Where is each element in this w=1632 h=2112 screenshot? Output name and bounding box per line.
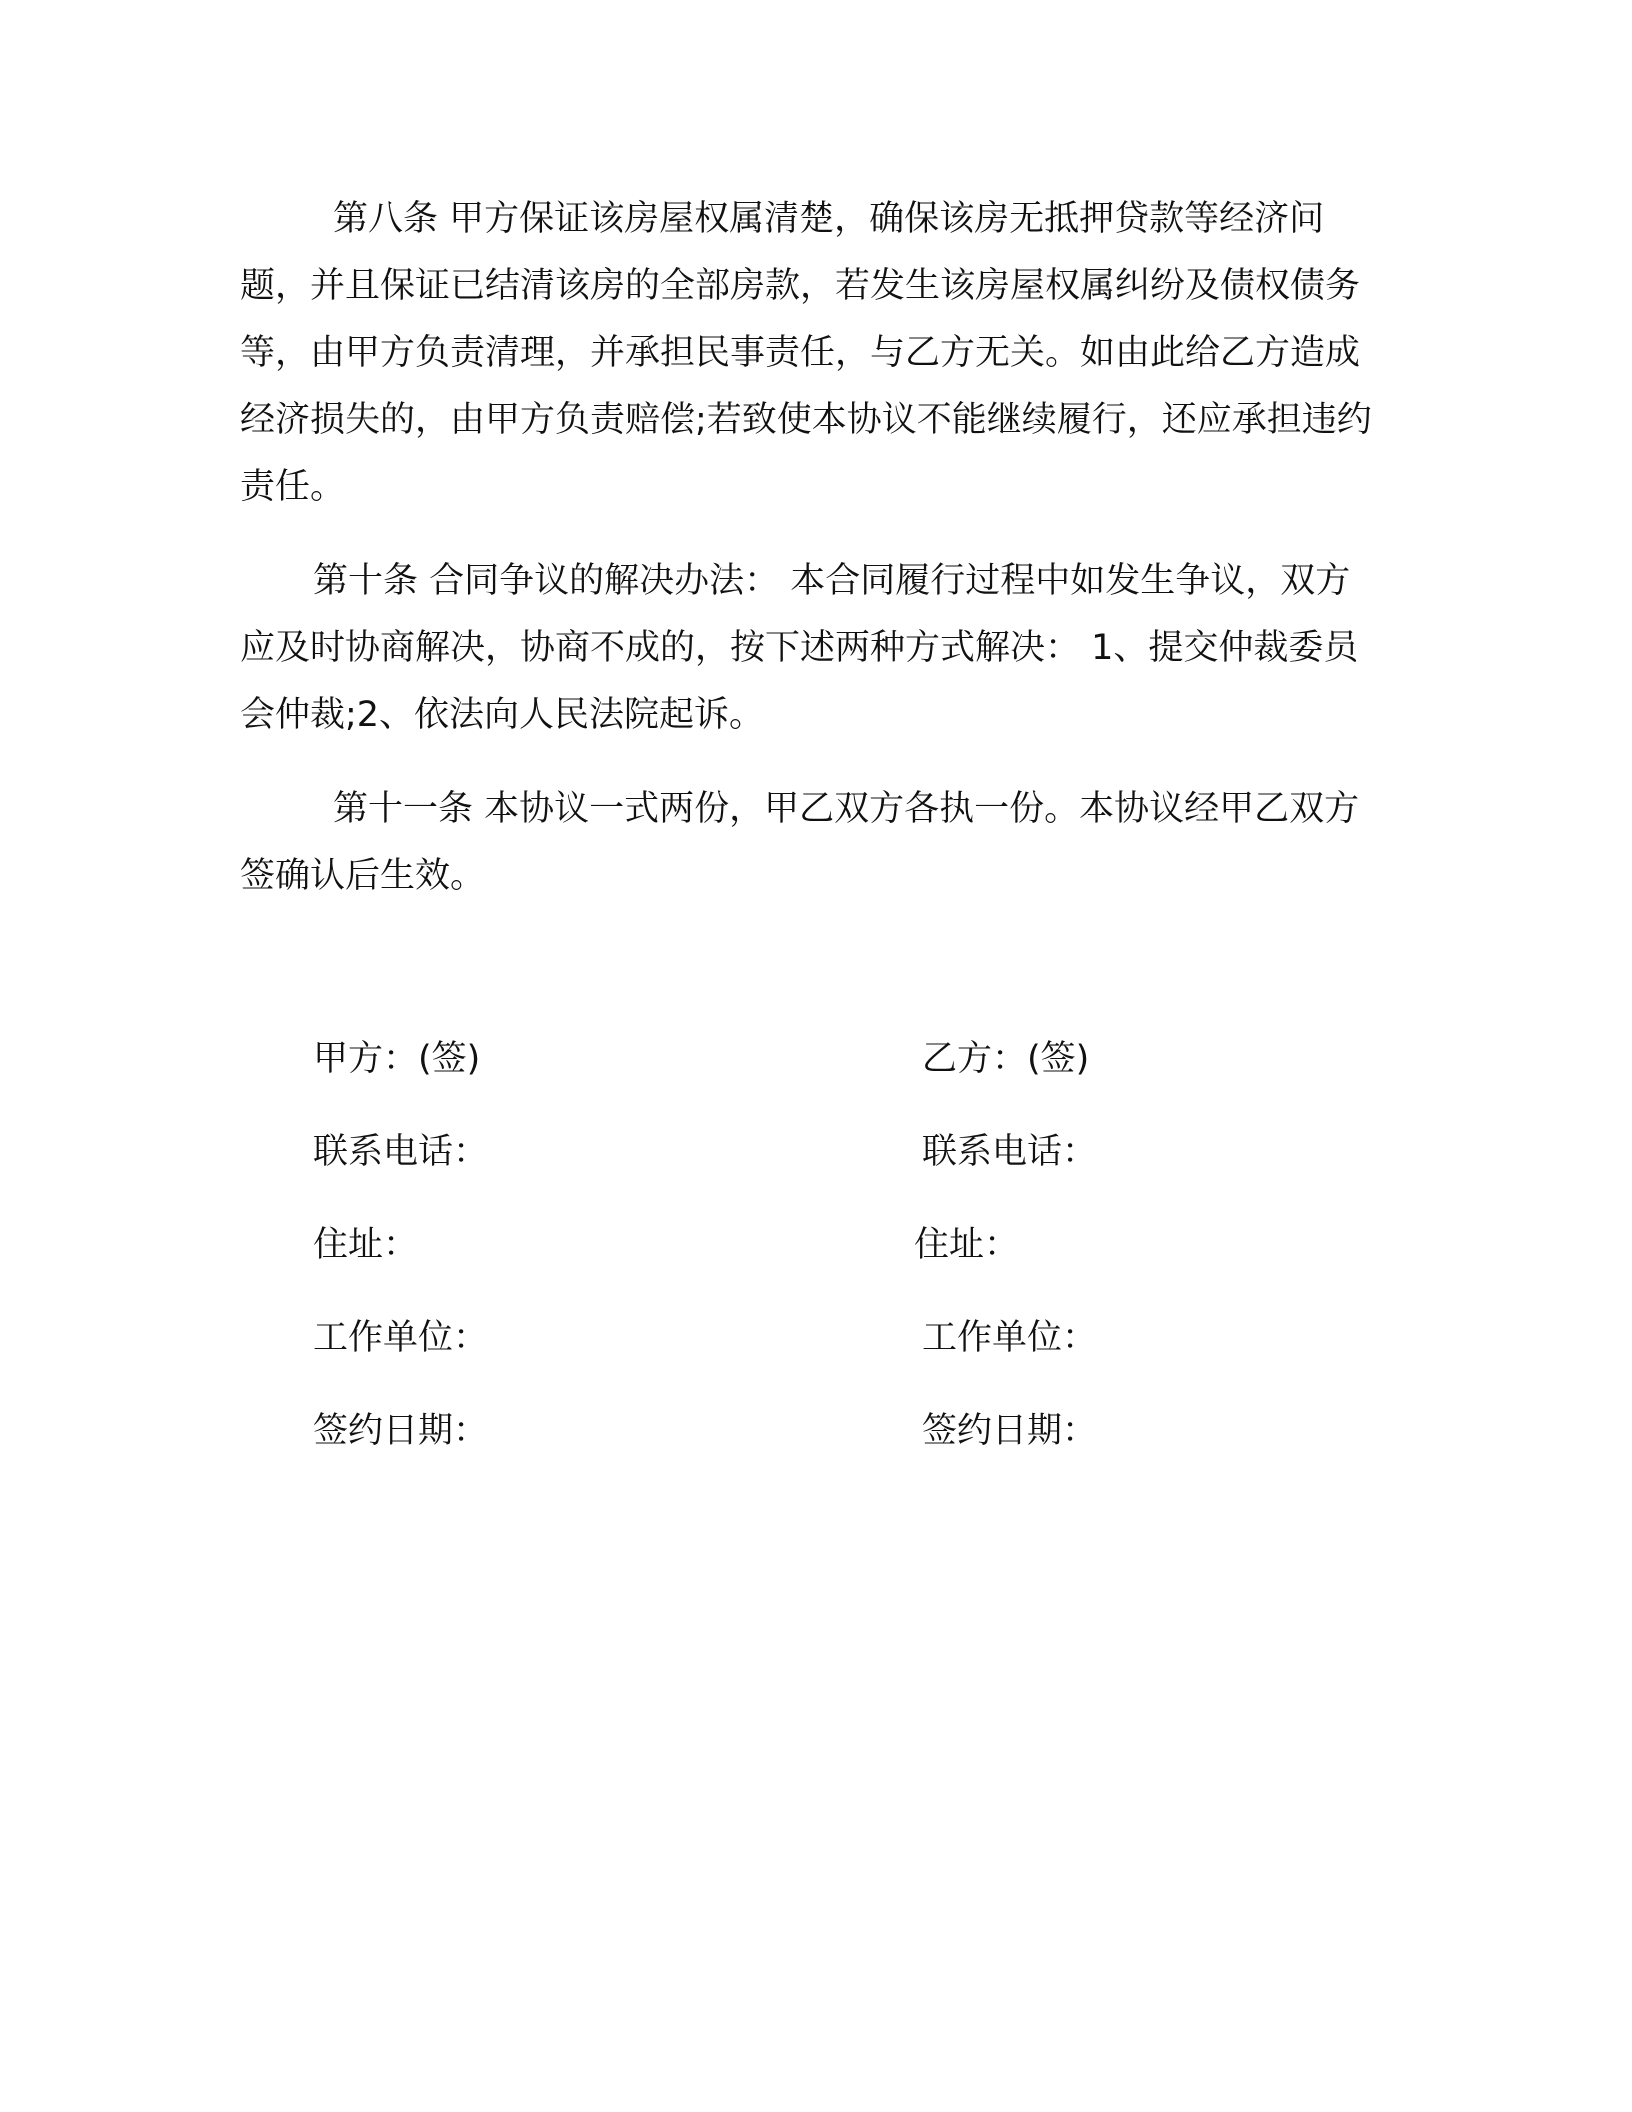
party-b-phone-label: 联系电话： bbox=[922, 1132, 1098, 1172]
signature-row-phone bbox=[0, 1119, 1632, 1212]
party-b-sign-label: 乙方：(签) bbox=[922, 1039, 1090, 1079]
contract-body bbox=[240, 186, 1380, 937]
party-b-date-label: 签约日期： bbox=[922, 1411, 1098, 1451]
party-b-address-label: 住址： bbox=[914, 1225, 1020, 1265]
signature-row-sign bbox=[0, 1026, 1632, 1119]
party-a-phone-label: 联系电话： bbox=[313, 1132, 489, 1172]
signature-row-employer bbox=[0, 1305, 1632, 1398]
party-a-date-label: 签约日期： bbox=[313, 1411, 489, 1451]
signature-row-date bbox=[0, 1398, 1632, 1491]
article-10: 第十条 合同争议的解决办法： 本合同履行过程中如发生争议，双方应及时协商解决，协商不成的，按下述两种方式解决： 1、提交仲裁委员会仲裁;2、依法向人民法院起诉。 bbox=[240, 561, 1359, 735]
party-b-employer-label: 工作单位： bbox=[922, 1318, 1098, 1358]
party-a-employer-label: 工作单位： bbox=[313, 1318, 489, 1358]
article-8: 第八条 甲方保证该房屋权属清楚，确保该房无抵押贷款等经济问题，并且保证已结清该房的全部房款，若发生该房屋权属纠纷及债权债务等，由甲方负责清理，并承担民事责任，与乙方无关。如由此给乙方造成经济损失的，由甲方负责赔偿;若致使本协议不能继续履行，还应承担违约责任。 bbox=[240, 199, 1372, 507]
signature-row-address bbox=[0, 1212, 1632, 1305]
party-a-address-label: 住址： bbox=[313, 1225, 419, 1265]
article-11: 第十一条 本协议一式两份，甲乙双方各执一份。本协议经甲乙双方签确认后生效。 bbox=[240, 789, 1360, 896]
signature-block bbox=[0, 1026, 1632, 1491]
party-a-sign-label: 甲方：(签) bbox=[313, 1039, 481, 1079]
